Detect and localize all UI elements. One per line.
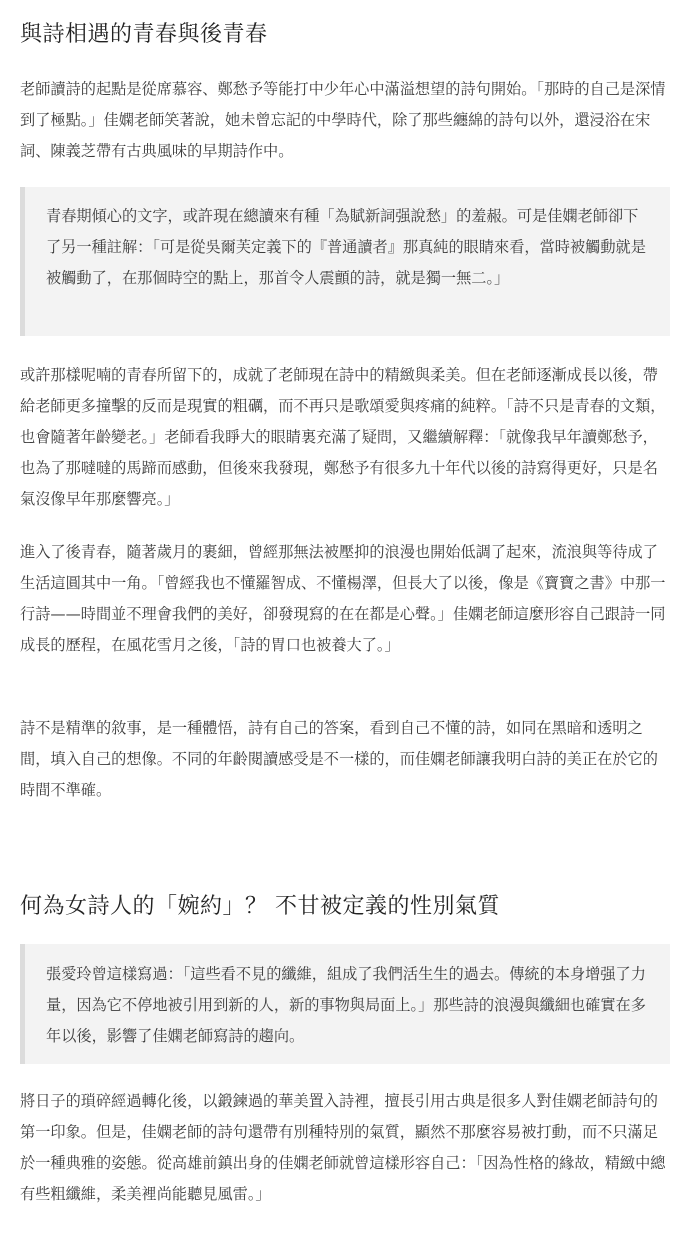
paragraph: 詩不是精準的敘事，是一種體悟，詩有自己的答案，看到自己不懂的詩，如同在黑暗和透明之間，填入自己的想像。不同的年齡閱讀感受是不一樣的，而佳嫻老師讓我明白詩的美正在於它的時間不準確。 [20,719,658,799]
paragraph: 進入了後青春，隨著歲月的裹細，曾經那無法被壓抑的浪漫也開始低調了起來，流浪與等待成了生活這圓其中一角。「曾經我也不懂羅智成、不懂楊澤，但長大了以後，像是《寶寶之書》中那一行詩——時間並不理會我們的美好，卻發現寫的在在都是心聲。」佳嫻老師這麼形容自己跟詩一同成長的歷程，在風花雪月之後，「詩的胃口也被養大了。」 [20,543,666,654]
paragraph: 老師讀詩的起點是從席慕容、鄭愁予等能打中少年心中滿溢想望的詩句開始。「那時的自己是深情到了極點。」佳嫻老師笑著說，她未曾忘記的中學時代，除了那些纏綿的詩句以外，還浸浴在宋詞、陳義芝帶有古典風味的早期詩作中。 [20,80,666,160]
section-heading: 何為女詩人的「婉約」？ 不甘被定義的性別氣質 [20,894,500,919]
blockquote-text: 張愛玲曾這樣寫過：「這些看不見的纖維，組成了我們活生生的過去。傳統的本身增强了力量，因為它不停地被引用到新的人，新的事物與局面上。」那些詩的浪漫與纖細也確實在多年以後，影響了佳嫻老師寫詩的趨向。 [46,965,646,1045]
blockquote [20,187,670,336]
paragraph: 或許那樣呢喃的青春所留下的，成就了老師現在詩中的精緻與柔美。但在老師逐漸成長以後，帶給老師更多撞擊的反而是現實的粗礪，而不再只是歌頌愛與疼痛的純粹。「詩不只是青春的文類，也會隨著年齡變老。」老師看我睜大的眼睛裏充滿了疑問，又繼續解釋：「就像我早年讀鄭愁予，也為了那噠噠的馬蹄而感動，但後來我發現，鄭愁予有很多九十年代以後的詩寫得更好，只是名氣沒像早年那麼響亮。」 [20,366,666,508]
blockquote-text: 青春期傾心的文字，或許現在總讀來有種「為賦新詞强說愁」的羞赧。可是佳嫻老師卻下了另一種註解：「可是從吳爾芙定義下的『普通讀者』那真純的眼睛來看，當時被觸動就是被觸動了，在那個時空的點上，那首令人震顫的詩，就是獨一無二。」 [46,207,646,287]
paragraph: 將日子的瑣碎經過轉化後，以鍛鍊過的華美置入詩裡，擅長引用古典是很多人對佳嫻老師詩句的第一印象。但是，佳嫻老師的詩句還帶有別種特別的氣質，顯然不那麼容易被打動，而不只滿足於一種典雅的姿態。從高雄前鎮出身的佳嫻老師就曾這樣形容自己：「因為性格的緣故，精緻中總有些粗纖維，柔美裡尚能聽見風雷。」 [20,1092,666,1203]
section-heading: 與詩相遇的青春與後青春 [20,22,268,47]
blockquote [20,944,670,1064]
